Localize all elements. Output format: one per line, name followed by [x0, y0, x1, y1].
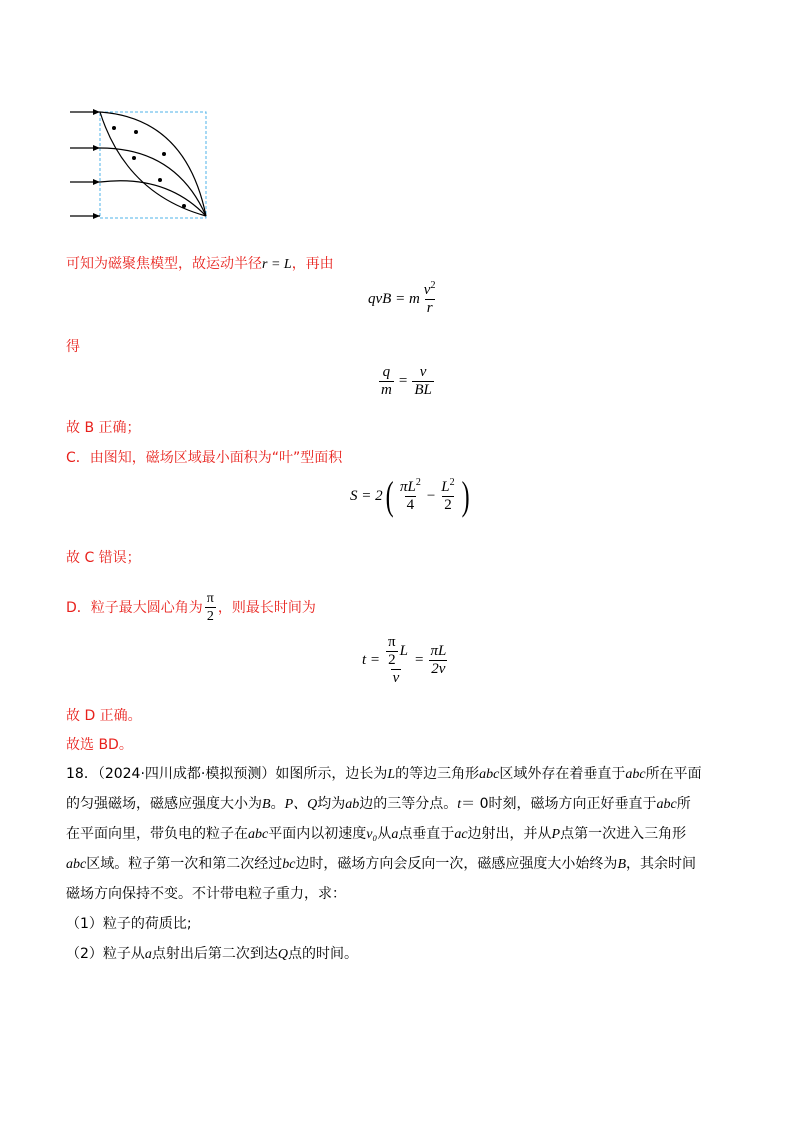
- eq3-minus: −: [426, 487, 436, 504]
- magnetic-focusing-figure: [66, 104, 216, 222]
- d-analysis-line: [66, 590, 316, 625]
- eq4-den: v: [392, 670, 400, 686]
- eq3-b-num-sup: 2: [449, 476, 455, 488]
- eq3-b-den: 2: [444, 496, 452, 513]
- focus-model-suffix: ，再由: [291, 256, 334, 272]
- eq3-fraction-a: [398, 476, 423, 514]
- problem-18-line-2: 的匀强磁场，磁感应强度大小为B。P、Q均为ab边的三等分点。t＝ 0时刻，磁场方向正好垂直于abc所: [66, 796, 691, 812]
- eq2-num: q: [382, 364, 391, 380]
- eq4-inner-num: π: [388, 634, 396, 650]
- eq4-inner-den: 2: [388, 652, 396, 668]
- eq3-b-num: L: [441, 478, 450, 495]
- equation-leaf-area: [350, 473, 472, 518]
- d-correct-line: 故 D 正确。: [66, 708, 142, 724]
- eq1-num-sup: 2: [430, 280, 436, 291]
- eq4-right-fraction: [428, 643, 448, 678]
- focus-model-line: [66, 254, 334, 275]
- answer-line: 故选 BD。: [66, 737, 133, 753]
- de-line: 得: [66, 339, 80, 355]
- d-prefix: D．粒子最大圆心角为: [66, 599, 203, 616]
- eq1-lhs: qvB = m: [368, 291, 420, 307]
- eq4-rnum: πL: [430, 643, 447, 659]
- eq2-den: m: [381, 382, 392, 398]
- arrow-head-1: [93, 109, 100, 115]
- c-analysis-line: C．由图知，磁场区域最小面积为“叶”型面积: [66, 450, 343, 466]
- eq2-left-fraction: [379, 364, 394, 399]
- d-frac-num: π: [206, 591, 214, 606]
- field-dot: [182, 204, 186, 208]
- d-angle-fraction: [205, 590, 216, 625]
- eq3-a-num-sup: 2: [415, 476, 421, 488]
- radius-formula: r = L: [262, 257, 292, 272]
- eq2-eqsign: =: [398, 373, 408, 389]
- eq1-fraction: [422, 282, 438, 317]
- problem-18-line-1: 18．（2024·四川成都·模拟预测）如图所示，边长为L的等边三角形abc区域外存在着垂直于abc所在平面: [66, 766, 702, 782]
- problem-18-line-3: 在平面向里，带负电的粒子在abc平面内以初速度v₀从a点垂直于ac边射出，并从P点第一次进入三角形: [66, 826, 687, 842]
- b-correct-line: 故 B 正确；: [66, 420, 141, 436]
- eq3-left-paren: (: [385, 473, 394, 518]
- question-1: （1）粒子的荷质比;: [66, 916, 192, 932]
- arrow-head-4: [93, 213, 100, 219]
- eq4-inner-fraction: [386, 634, 398, 669]
- arrow-head-3: [93, 179, 100, 185]
- eq3-fraction-b: [439, 476, 456, 514]
- eq3-a-num: πL: [399, 478, 416, 495]
- field-dot: [134, 130, 138, 134]
- field-dot: [162, 152, 166, 156]
- field-dot: [112, 126, 116, 130]
- eq2-right-fraction: [412, 364, 434, 399]
- question-2: （2）粒子从a点射出后第二次到达Q点的时间。: [66, 946, 359, 962]
- arrow-head-2: [93, 145, 100, 151]
- problem-18-line-5: 磁场方向保持不变。不计带电粒子重力，求：: [66, 886, 346, 902]
- eq2-rden: BL: [414, 382, 432, 398]
- eq1-den: r: [426, 300, 433, 316]
- field-dot: [132, 156, 136, 160]
- eq4-eqsign: =: [414, 652, 424, 668]
- eq3-right-paren: ): [461, 473, 470, 518]
- focus-model-text: 可知为磁聚焦模型，故运动半径: [66, 256, 262, 272]
- problem-number: 18．: [66, 766, 98, 782]
- eq4-rden: 2v: [431, 661, 446, 677]
- d-suffix: ，则最长时间为: [217, 599, 316, 616]
- equation-charge-mass: [377, 364, 436, 399]
- arc-trajectory-2: [100, 148, 206, 216]
- equation-max-time: [362, 634, 450, 687]
- d-frac-den: 2: [206, 609, 214, 624]
- c-wrong-line: 故 C 错误；: [66, 550, 141, 566]
- eq4-fraction: [382, 634, 410, 687]
- eq1-num: v: [423, 282, 431, 298]
- equation-lorentz: [368, 282, 439, 317]
- problem-18-line-4: abc区域。粒子第一次和第二次经过bc边时，磁场方向会反向一次，磁感应强度大小始终为B，其余时间: [66, 856, 696, 872]
- problem-source: （2024·四川成都·模拟预测）: [97, 766, 276, 782]
- eq4-lhs: t =: [362, 652, 381, 668]
- field-dot: [158, 178, 162, 182]
- eq3-lhs: S = 2: [350, 487, 383, 504]
- eq2-rnum: v: [419, 364, 427, 380]
- eq4-inner-L: L: [399, 643, 408, 659]
- eq3-a-den: 4: [406, 496, 415, 513]
